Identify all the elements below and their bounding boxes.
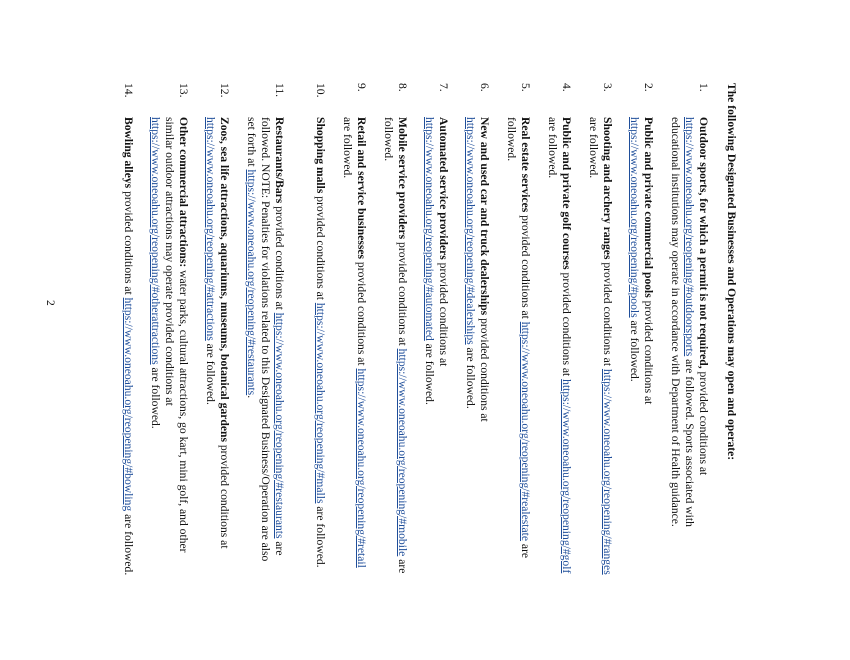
conditions-link[interactable]: https://www.oneoahu.org/reopening/#ranges	[601, 368, 614, 575]
item-title: Real estate services	[519, 117, 532, 213]
item-title: Other commercial attractions:	[177, 117, 190, 268]
item-number: 7.	[437, 83, 450, 92]
intro-heading: The following Designated Businesses and Operations may open and operate:	[725, 83, 738, 461]
item-number: 14.	[122, 83, 135, 98]
item-number: 11.	[273, 83, 286, 98]
item-number: 13.	[177, 83, 190, 98]
item-title: Bowling alleys	[122, 117, 135, 189]
item-title: New and used car and truck dealerships	[478, 117, 491, 316]
item-number: 2.	[642, 83, 655, 92]
page-number: 2	[44, 300, 57, 306]
conditions-link[interactable]: https://www.oneoahu.org/reopening/#golf	[560, 379, 573, 574]
conditions-link[interactable]: https://www.oneoahu.org/reopening/#restaurants	[273, 312, 286, 539]
conditions-link[interactable]: https://www.oneoahu.org/reopening/#attractions	[204, 117, 218, 341]
item-number: 1.	[697, 83, 710, 92]
conditions-link[interactable]: https://www.oneoahu.org/reopening/#automated	[423, 117, 437, 341]
item-number: 12.	[218, 83, 231, 98]
conditions-link[interactable]: https://www.oneoahu.org/reopening/#mobile	[396, 348, 409, 557]
item-title: Restaurants/Bars	[273, 117, 286, 204]
item-title: Public and private commercial pools	[642, 117, 655, 298]
item-title: Shooting and archery ranges	[601, 117, 614, 260]
item-title: Automated service providers	[437, 117, 450, 260]
conditions-link[interactable]: https://www.oneoahu.org/reopening/#outdoorsports	[683, 117, 697, 357]
item-number: 8.	[396, 83, 409, 92]
item-title: Zoos, sea life attractions, aquariums, museums, botanical gardens	[218, 117, 231, 442]
conditions-link[interactable]: https://www.oneoahu.org/reopening/#pools	[628, 117, 642, 318]
item-title: Shopping malls	[314, 117, 327, 194]
item-number: 4.	[560, 83, 573, 92]
item-title: Mobile service providers	[396, 117, 409, 240]
conditions-link[interactable]: https://www.oneoahu.org/reopening/#dealerships	[464, 117, 478, 345]
conditions-link[interactable]: https://www.oneoahu.org/reopening/#bowling	[122, 297, 135, 512]
item-number: 5.	[519, 83, 532, 92]
item-number: 10.	[314, 83, 327, 98]
conditions-link[interactable]: https://www.oneoahu.org/reopening/#malls	[314, 302, 327, 504]
item-title: Outdoor sports, for which a permit is not required,	[697, 117, 710, 369]
item-title: Public and private golf courses	[560, 117, 573, 270]
conditions-link[interactable]: https://www.oneoahu.org/reopening/#realestate	[519, 321, 532, 542]
rotated-page: The following Designated Businesses and Operations may open and operate: 1. Outdoor sports, for which a permit is not required, provided conditions at https://www.oneoahu.org/reopening/#outdoorsports are followed. Sports associated with educational institutions may operate in accordance with Department of Health guidance. 2. Public and private commercial pools provided conditions at https://www.oneoahu.org/reopening/#pools are followed. 3. Shooting and archery ranges provided conditions at https://www.oneoahu.org/reopening/#ranges are followed. 4. Public and private golf courses provided conditions at https://www.oneoahu.org/reopening/#golf are followed. 5. Real estate services provided conditions at https://www.oneoahu.org/reopening/#realestate are followed. 6. New and used car and truck dealerships provided conditions at https://www.oneoahu.org/reopening/#dealerships are followed. 7. Automated service providers provided conditions at https://www.oneoahu.org/reopening/#automated are followed. 8. Mobile service providers provided conditions at https://www.oneoahu.org/reopening/#mobile are followed. 9. Retail and service businesses provided conditions at https://www.oneoahu.org/reopening/#retail are followed. 10. Shopping malls provided conditions at https://www.oneoahu.org/reopening/#malls are followed. 11. Restaurants/Bars provided conditions at https://www.oneoahu.org/reopening/#restaurants are followed. NOTE: Penalties for violations related to this Designated Business/Operation are also set forth at https://www.oneoahu.org/reopening/#restaurants. 12. Zoos, sea life attractions, aquariums, museums, botanical gardens provided conditions at https://www.oneoahu.org/reopening/#attractions are followed. 13. Other commercial attractions: water parks, cultural attractions, go kart, mini golf, and other similar outdoor attractions may operate provided conditions at https://www.oneoahu.org/reopening/#otherattractions are followed. 14. Bowling alleys provided conditions at https://www.oneoahu.org/reopening/#bowling are followed. 2	[44, 83, 738, 576]
conditions-link[interactable]: https://www.oneoahu.org/reopening/#retail	[355, 368, 368, 568]
item-number: 3.	[601, 83, 614, 92]
item-title: Retail and service businesses	[355, 117, 368, 260]
penalties-link[interactable]: https://www.oneoahu.org/reopening/#restaurants	[245, 169, 259, 396]
item-number: 6.	[478, 83, 491, 92]
conditions-link[interactable]: https://www.oneoahu.org/reopening/#otherattractions	[149, 117, 163, 365]
item-number: 9.	[355, 83, 368, 92]
